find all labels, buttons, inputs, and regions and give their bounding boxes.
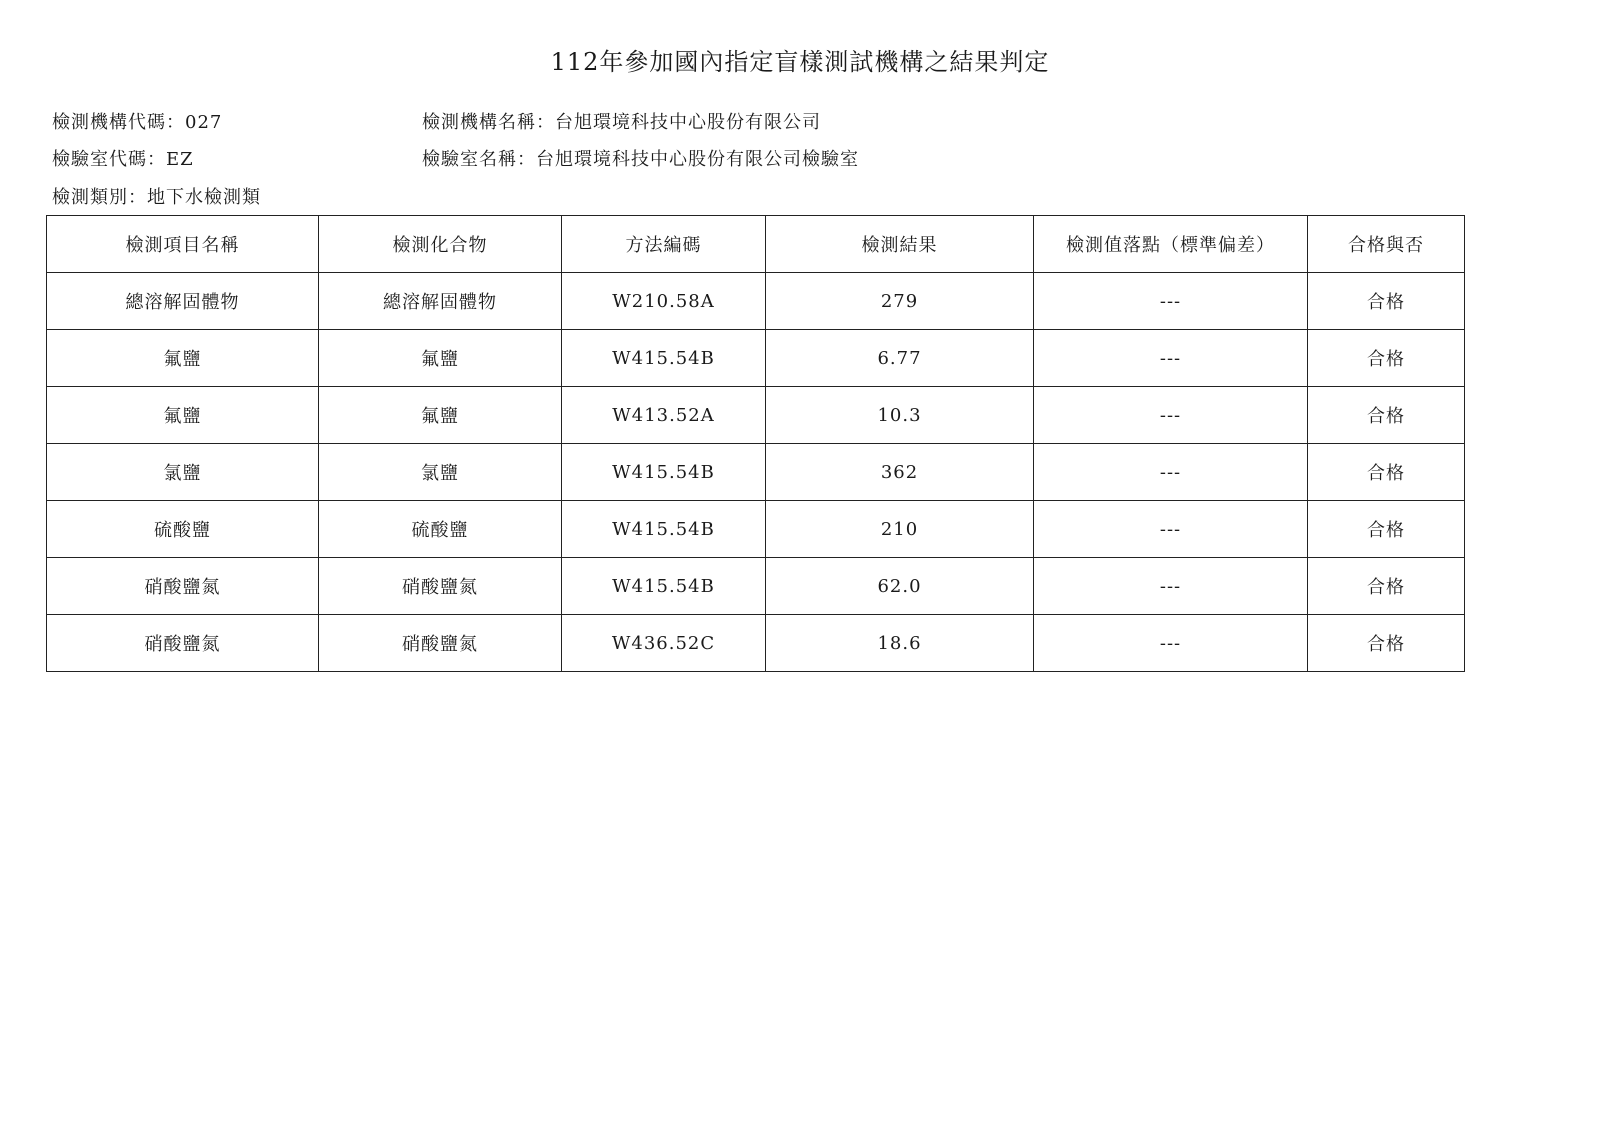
cell-compound: 硝酸鹽氮 xyxy=(319,558,562,615)
agency-code xyxy=(52,108,222,134)
table-row xyxy=(47,501,1465,558)
cell-pass: 合格 xyxy=(1308,330,1465,387)
separator: ： xyxy=(128,187,147,208)
agency-name-label: 檢測機構名稱 xyxy=(422,112,536,133)
lab-code xyxy=(52,145,194,171)
cell-compound: 總溶解固體物 xyxy=(319,273,562,330)
cell-std-deviation: --- xyxy=(1034,330,1308,387)
cell-compound: 氟鹽 xyxy=(319,330,562,387)
header-pass: 合格與否 xyxy=(1308,216,1465,273)
header-result: 檢測結果 xyxy=(766,216,1034,273)
agency-name xyxy=(422,108,821,134)
cell-result: 279 xyxy=(766,273,1034,330)
cell-result: 6.77 xyxy=(766,330,1034,387)
cell-result: 210 xyxy=(766,501,1034,558)
cell-method-code: W415.54B xyxy=(562,330,766,387)
cell-test-item: 氟鹽 xyxy=(47,387,319,444)
lab-code-value: EZ xyxy=(166,149,194,170)
lab-name-label: 檢驗室名稱 xyxy=(422,149,517,170)
cell-test-item: 硫酸鹽 xyxy=(47,501,319,558)
cell-compound: 硫酸鹽 xyxy=(319,501,562,558)
table-row xyxy=(47,615,1465,672)
table-row xyxy=(47,444,1465,501)
cell-pass: 合格 xyxy=(1308,444,1465,501)
table-row xyxy=(47,387,1465,444)
separator: ： xyxy=(166,112,185,133)
cell-test-item: 硝酸鹽氮 xyxy=(47,615,319,672)
agency-name-value: 台旭環境科技中心股份有限公司 xyxy=(555,112,821,133)
cell-result: 18.6 xyxy=(766,615,1034,672)
cell-compound: 氟鹽 xyxy=(319,387,562,444)
test-category-value: 地下水檢測類 xyxy=(147,187,261,208)
cell-test-item: 硝酸鹽氮 xyxy=(47,558,319,615)
table-header-row xyxy=(47,216,1465,273)
cell-std-deviation: --- xyxy=(1034,273,1308,330)
separator: ： xyxy=(536,112,555,133)
separator: ： xyxy=(147,149,166,170)
cell-std-deviation: --- xyxy=(1034,558,1308,615)
lab-code-label: 檢驗室代碼 xyxy=(52,149,147,170)
cell-pass: 合格 xyxy=(1308,615,1465,672)
test-category xyxy=(52,183,261,209)
header-compound: 檢測化合物 xyxy=(319,216,562,273)
cell-pass: 合格 xyxy=(1308,501,1465,558)
cell-test-item: 氟鹽 xyxy=(47,330,319,387)
table-row xyxy=(47,330,1465,387)
cell-method-code: W436.52C xyxy=(562,615,766,672)
cell-compound: 氯鹽 xyxy=(319,444,562,501)
table-row xyxy=(47,558,1465,615)
lab-name-value: 台旭環境科技中心股份有限公司檢驗室 xyxy=(536,149,859,170)
cell-method-code: W413.52A xyxy=(562,387,766,444)
cell-pass: 合格 xyxy=(1308,558,1465,615)
cell-method-code: W415.54B xyxy=(562,444,766,501)
test-category-label: 檢測類別 xyxy=(52,187,128,208)
cell-compound: 硝酸鹽氮 xyxy=(319,615,562,672)
header-std-deviation: 檢測值落點（標準偏差） xyxy=(1034,216,1308,273)
results-table xyxy=(46,215,1465,672)
cell-method-code: W415.54B xyxy=(562,501,766,558)
agency-code-label: 檢測機構代碼 xyxy=(52,112,166,133)
separator: ： xyxy=(517,149,536,170)
cell-pass: 合格 xyxy=(1308,387,1465,444)
cell-result: 10.3 xyxy=(766,387,1034,444)
header-test-item: 檢測項目名稱 xyxy=(47,216,319,273)
page-title: 112年參加國內指定盲樣測試機構之結果判定 xyxy=(550,48,1050,76)
agency-code-value: 027 xyxy=(185,112,223,133)
cell-test-item: 氯鹽 xyxy=(47,444,319,501)
cell-test-item: 總溶解固體物 xyxy=(47,273,319,330)
cell-std-deviation: --- xyxy=(1034,615,1308,672)
cell-result: 362 xyxy=(766,444,1034,501)
lab-name xyxy=(422,145,859,171)
cell-result: 62.0 xyxy=(766,558,1034,615)
cell-method-code: W415.54B xyxy=(562,558,766,615)
table-row xyxy=(47,273,1465,330)
cell-std-deviation: --- xyxy=(1034,387,1308,444)
cell-std-deviation: --- xyxy=(1034,501,1308,558)
header-method-code: 方法編碼 xyxy=(562,216,766,273)
cell-method-code: W210.58A xyxy=(562,273,766,330)
cell-std-deviation: --- xyxy=(1034,444,1308,501)
cell-pass: 合格 xyxy=(1308,273,1465,330)
